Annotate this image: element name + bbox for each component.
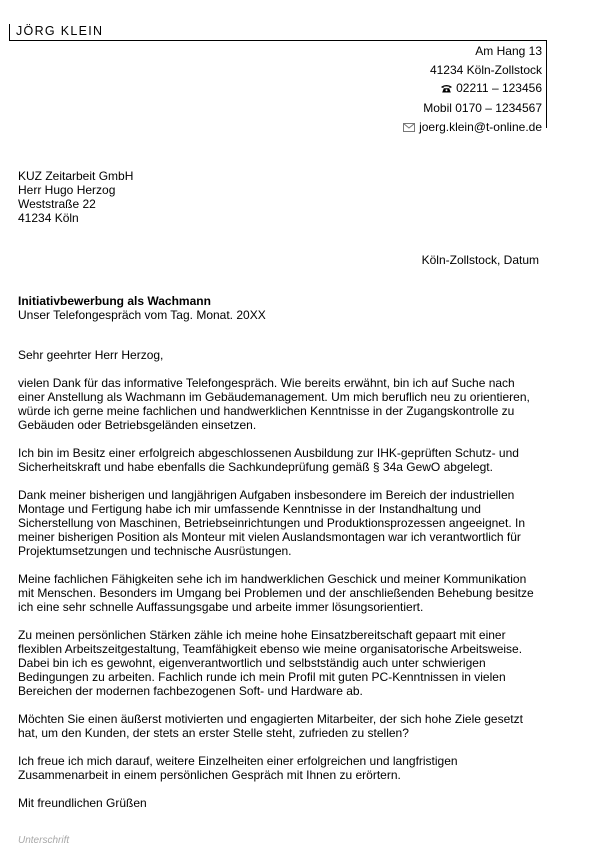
recipient-address-block [18, 169, 133, 225]
header-rule-left [9, 24, 10, 40]
recipient-person: Herr Hugo Herzog [18, 183, 116, 197]
closing: Mit freundlichen Grüßen [18, 796, 147, 810]
subject-reference: Unser Telefongespräch vom Tag. Monat. 20XX [18, 308, 266, 322]
paragraph-question: Möchten Sie einen äußerst motivierten und engagierten Mitarbeiter, der sich hohe Ziele gesetzt hat, um den Kunden, der stets an erster Stelle steht, zufrieden zu stellen? [18, 712, 523, 740]
sender-address-block [403, 42, 542, 138]
sender-street: Am Hang 13 [475, 44, 542, 58]
paragraph-skills: Meine fachlichen Fähigkeiten sehe ich im handwerklichen Geschick und meiner Kommunikation mit Menschen. Besonders im Umgang bei Problemen und der anschließenden Behebung besitze ich eine sehr schnelle Auffassungsgabe und arbeite immer lösungsorientiert. [18, 572, 534, 614]
recipient-street: Weststraße 22 [18, 197, 96, 211]
sender-email-line [403, 118, 542, 138]
sender-mobile: Mobil 0170 – 1234567 [423, 101, 542, 116]
paragraph-qualification: Ich bin im Besitz einer erfolgreich abgeschlossenen Ausbildung zur IHK-geprüften Schutz- und Sicherheitskraft und habe ebenfalls die Sachkundeprüfung gemäß § 34a GewO abgelegt. [18, 446, 519, 474]
header-rule-right [546, 40, 547, 128]
sender-city: 41234 Köln-Zollstock [429, 62, 542, 77]
paragraph-outlook: Ich freue ich mich darauf, weitere Einzelheiten einer erfolgreichen und langfristigen Zusammenarbeit in einem persönlichen Gespräch mit Ihnen zu erörtern. [18, 754, 458, 782]
sender-email[interactable]: joerg.klein@t-online.de [419, 119, 542, 134]
recipient-company: KUZ Zeitarbeit GmbH [18, 169, 134, 183]
sender-phone-line [403, 79, 542, 99]
signature-label: Unterschrift [18, 835, 70, 846]
paragraph-experience: Dank meiner bisherigen und langjährigen Aufgaben insbesondere im Bereich der industriellen Montage und Fertigung habe ich mir umfassende Kenntnisse in der Instandhaltung und Sicherstellung von Maschinen, Betriebseinrichtungen und Produktionsprozessen angeeignet. In meiner bisherigen Position als Monteur mit vielen Auslandsmontagen war ich verantwortlich für Projektumsetzungen und technische Ausrüstungen. [18, 488, 525, 558]
paragraph-thanks: vielen Dank für das informative Telefongespräch. Wie bereits erwähnt, bin ich auf Suche nach einer Anstellung als Wachmann im Gebäudemanagement. Um mich beruflich neu zu orientieren, würde ich gerne meine fachlichen und handwerklichen Kenntnisse in der Zugangskontrolle zu Gebäuden oder Betriebsgeländen einsetzen. [18, 376, 530, 432]
header-rule-top [9, 40, 547, 41]
date-line: Köln-Zollstock, Datum [421, 253, 539, 267]
sender-phone: 02211 – 123456 [456, 81, 542, 96]
envelope-icon [403, 119, 415, 138]
phone-icon [441, 80, 452, 99]
salutation: Sehr geehrter Herr Herzog, [18, 348, 164, 362]
recipient-city: 41234 Köln [18, 211, 79, 225]
subject-title: Initiativbewerbung als Wachmann [18, 294, 211, 308]
sender-name: JÖRG KLEIN [16, 24, 104, 38]
paragraph-strengths: Zu meinen persönlichen Stärken zähle ich meine hohe Einsatzbereitschaft gepaart mit einer flexiblen Arbeitszeitgestaltung, Teamfähigkeit ebenso wie meine organisatorische Arbeitsweise. Dabei bin ich es gewohnt, eigenverantwortlich und selbstständig auch unter schwierigen Bedingungen zu arbeiten. Fachlich runde ich mein Profil mit guten PC-Kenntnissen in vielen Bereichen der modernen fachbezogenen Soft- und Hardware ab. [18, 628, 523, 698]
letter-body [18, 348, 542, 824]
subject-block [18, 294, 266, 322]
